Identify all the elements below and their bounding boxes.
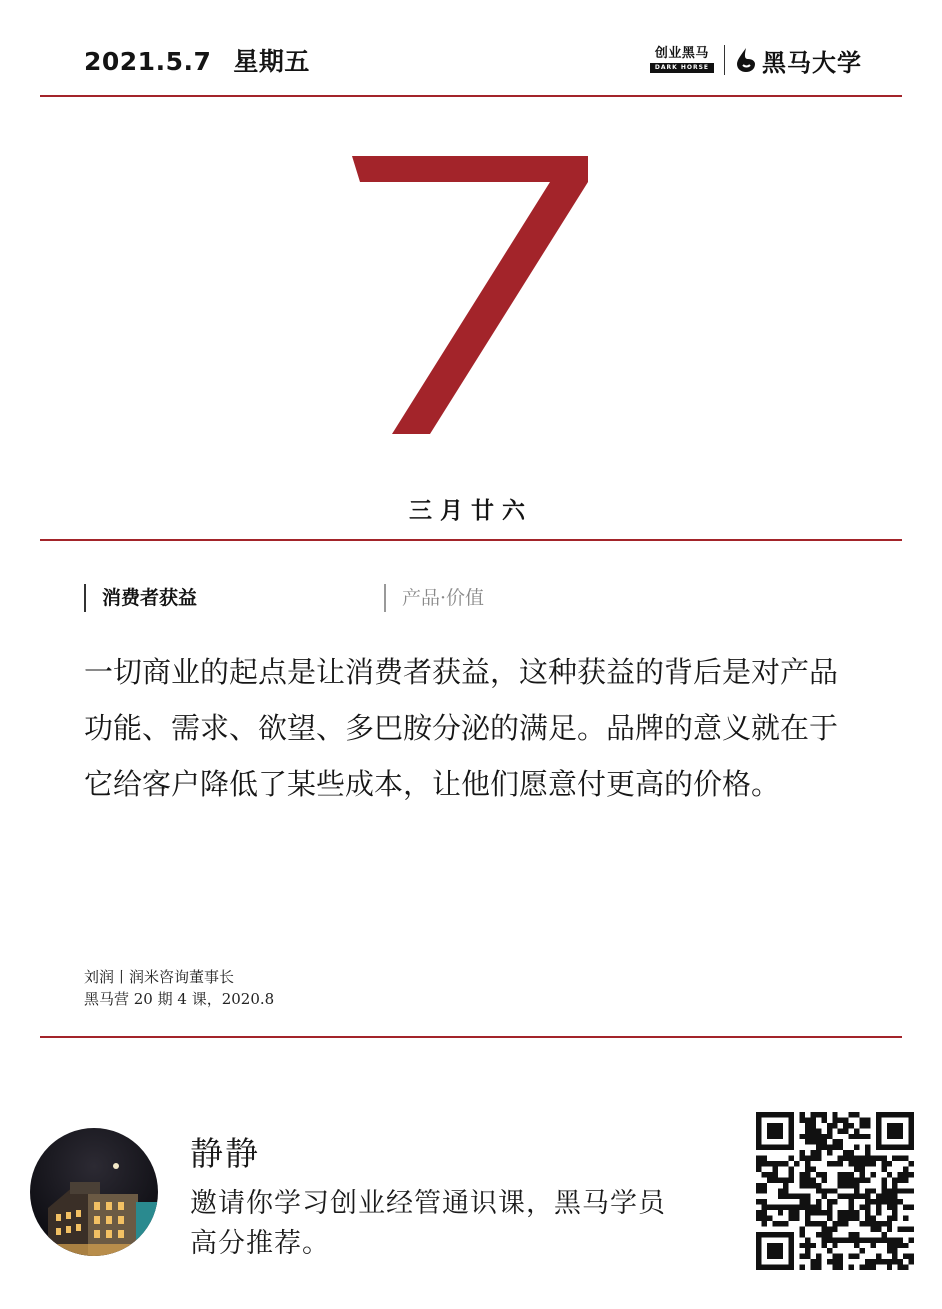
date-header: [84, 42, 310, 78]
category-tag: 产品·价值: [384, 584, 484, 612]
bottom-divider: [40, 1036, 902, 1038]
day-number: [340, 150, 600, 440]
topic-tag: 消费者获益: [84, 584, 197, 612]
invite-text: 邀请你学习创业经管通识课，黑马学员高分推荐。: [190, 1188, 666, 1259]
weekday-text: 星期五: [233, 47, 310, 76]
dark-horse-logo: [650, 47, 714, 73]
source-course: 黑马营 20 期 4 课，2020.8: [84, 990, 275, 1008]
avatar: [30, 1128, 158, 1256]
brand-divider: [724, 45, 725, 75]
quote-source: [84, 966, 274, 1010]
top-divider: [40, 95, 902, 97]
brand-name: 黑马大学: [762, 48, 862, 77]
brand-logos: [650, 40, 862, 80]
day-number-text: 7: [340, 150, 341, 151]
source-author: 刘润丨润米咨询董事长: [84, 968, 235, 986]
middle-divider: [40, 539, 902, 541]
drop-logo-icon: [735, 47, 757, 73]
dark-horse-logo-zh: 创业黑马: [654, 46, 709, 61]
qr-code[interactable]: [756, 1112, 914, 1270]
date-text: 2021.5.7: [84, 47, 212, 76]
dark-horse-logo-en: DARK HORSE: [650, 63, 714, 73]
lunar-date: 三月廿六: [409, 498, 533, 524]
sharer-name: 静静: [190, 1134, 260, 1173]
quote-text: 一切商业的起点是让消费者获益，这种获益的背后是对产品功能、需求、欲望、多巴胺分泌的满足。品牌的意义就在于它给客户降低了某些成本，让他们愿意付更高的价格。: [84, 655, 839, 801]
